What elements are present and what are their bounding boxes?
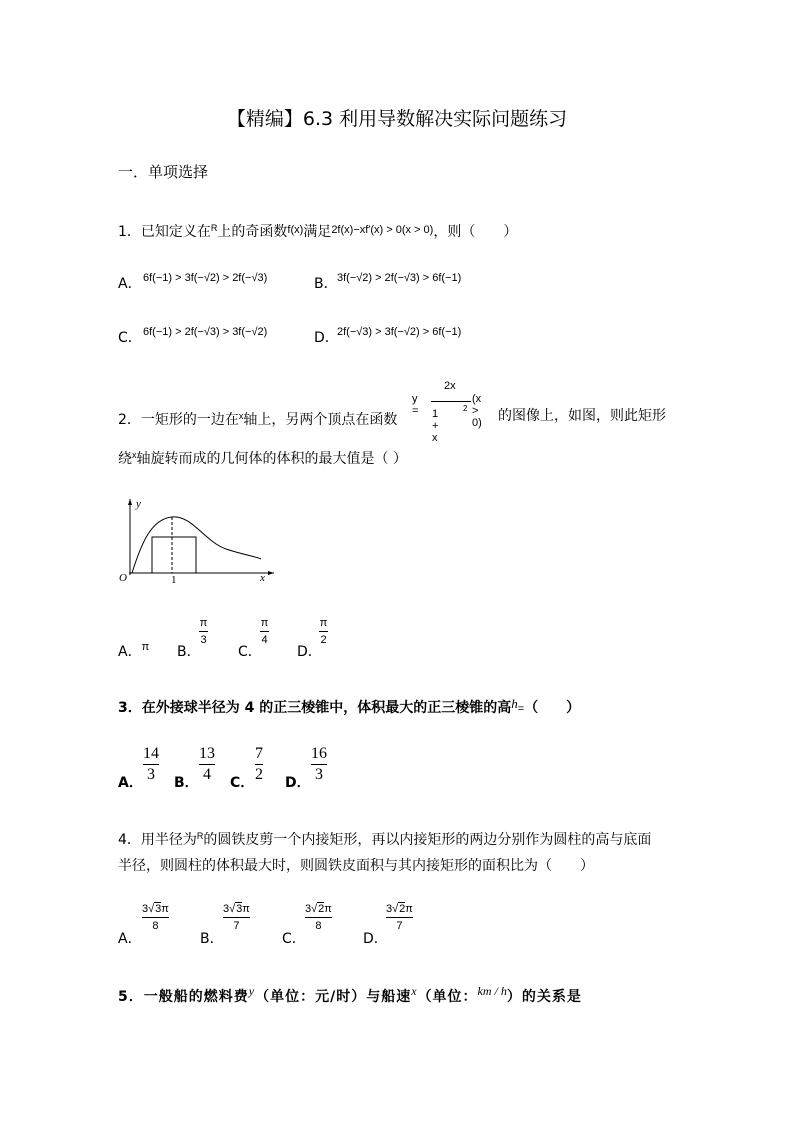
question-3-stem [118, 694, 580, 719]
q3-text: 在外接球半径为 4 的正三棱锥中，体积最大的正三棱锥的高 [141, 700, 512, 716]
q4-option-d-label: D． [363, 931, 388, 947]
q3-d-num: 16 [311, 745, 327, 762]
q2-c-bar [260, 631, 269, 632]
q3-c-den: 2 [255, 766, 263, 783]
q4-option-a-label: A． [118, 931, 142, 947]
q5-x: x [411, 984, 418, 998]
q4-option-c[interactable] [282, 929, 306, 949]
q2-option-c-fraction [260, 616, 269, 647]
q3-a-num: 14 [143, 745, 159, 762]
q2-x: x [238, 411, 244, 421]
q4-a-pi: π [161, 903, 169, 915]
q1-option-b[interactable] [314, 274, 338, 294]
q5-text-1: 一般船的燃料费 [143, 989, 249, 1005]
q3-d-bar [311, 764, 327, 765]
q4-a-radicand: 3 [155, 903, 162, 915]
question-2-stem-line1 [118, 406, 397, 430]
q1-option-b-expr: 3f(−√2) > 2f(−√3) > 6f(−1) [337, 272, 462, 284]
q4-a-den: 8 [152, 920, 159, 932]
q2-line2-a: 绕 [118, 451, 132, 467]
q3-a-bar [143, 764, 159, 765]
q3-option-a-label: A． [118, 775, 143, 791]
q4-option-c-label: C． [282, 931, 306, 947]
q4-b-coef: 3 [223, 903, 230, 915]
q4-a-coef: 3 [142, 903, 149, 915]
q2-text-1: 一矩形的一边在 [140, 412, 239, 428]
q4-b-bar [223, 917, 250, 918]
section-heading: 一．单项选择 [118, 163, 209, 181]
x-axis-arrow-icon [268, 571, 274, 575]
q1-condition: 2f(x)−xf′(x) > 0(x > 0) [331, 224, 434, 236]
question-4-stem-line2: 半径，则圆柱的体积最大时，则圆铁皮面积与其内接矩形的面积比为（ ） [118, 858, 594, 874]
q3-option-a[interactable] [118, 773, 143, 793]
q4-option-a[interactable] [118, 929, 142, 949]
q4-option-b[interactable] [200, 929, 224, 949]
q2-option-d-fraction [319, 616, 328, 647]
q4-b-pi: π [242, 903, 250, 915]
q4-c-bar [305, 917, 332, 918]
q4-c-radicand: 2 [318, 903, 325, 915]
q3-h: h [511, 696, 518, 711]
sqrt-icon: √ [392, 903, 399, 915]
q2-c-den: 4 [261, 634, 268, 646]
q3-option-b[interactable] [174, 773, 199, 793]
question-4-stem-line1 [118, 826, 651, 850]
q2-d-bar [319, 631, 328, 632]
q1-option-d-label: D． [314, 330, 339, 346]
q4-d-bar [386, 917, 413, 918]
q1-option-c-label: C． [118, 330, 142, 346]
q1-fx: f(x) [287, 224, 304, 236]
q2-b-den: 3 [200, 634, 207, 646]
q4-number: 4． [118, 832, 141, 848]
q4-text-1: 用半径为 [140, 832, 197, 848]
q2-option-c-label: C． [238, 644, 262, 660]
q1-number: 1． [118, 224, 141, 240]
q5-unit: km / h [477, 984, 507, 998]
q4-option-d[interactable] [363, 929, 388, 949]
q3-option-a-fraction [143, 745, 159, 784]
q3-d-den: 3 [315, 766, 323, 783]
q1-option-b-label: B． [314, 276, 338, 292]
q3-option-b-fraction [199, 745, 215, 784]
q3-option-d-fraction [311, 745, 327, 784]
q3-b-bar [199, 764, 215, 765]
q2-text-3: 的图像上，如图，则此矩形 [498, 408, 666, 424]
sqrt-icon: √ [148, 903, 155, 915]
q3-option-c[interactable] [230, 773, 254, 793]
q1-text-1: 已知定义在 [140, 224, 211, 240]
q4-b-radicand: 3 [236, 903, 243, 915]
q3-b-den: 4 [203, 766, 211, 783]
y-axis-arrow-icon [128, 499, 132, 505]
q3-option-d-label: D． [285, 775, 311, 791]
q4-c-den: 8 [315, 920, 322, 932]
q5-y: y [248, 984, 256, 998]
q2-option-a-value: π [141, 641, 150, 653]
q3-tail: （ ） [524, 700, 581, 716]
question-1-stem [118, 218, 517, 242]
q3-option-c-fraction [255, 745, 263, 784]
q4-option-b-fraction [223, 902, 250, 933]
q4-a-bar [142, 917, 169, 918]
q2-number: 2． [118, 412, 141, 428]
q4-option-d-fraction [386, 902, 413, 933]
q2-c-num: π [260, 617, 269, 629]
page-title: 【精编】6.3 利用导数解决实际问题练习 [226, 108, 568, 130]
q5-text-4: ）的关系是 [506, 989, 582, 1005]
q2-option-d-label: D． [297, 644, 322, 660]
q2-option-b-fraction [199, 616, 208, 647]
q1-option-d-expr: 2f(−√3) > 3f(−√2) > 6f(−1) [337, 326, 462, 338]
question-5-stem [118, 981, 582, 1007]
graph-y-label: y [136, 498, 141, 510]
q2-y-eq: y = [412, 393, 419, 417]
q4-R: R [196, 831, 204, 841]
q4-text-2: 的圆铁皮剪一个内接矩形，再以内接矩形的两边分别作为圆柱的高与底面 [203, 832, 652, 848]
q1-option-d[interactable] [314, 328, 339, 348]
question-2-stem-line2 [118, 445, 407, 469]
q2-d-den: 2 [320, 634, 327, 646]
q2-option-b-label: B． [177, 644, 201, 660]
q1-text-3: 满足 [303, 224, 332, 240]
q1-option-a-label: A． [118, 276, 142, 292]
q2-option-c[interactable] [238, 642, 262, 662]
q2-text-2: 轴上，另两个顶点在函数 [243, 412, 398, 428]
q4-option-a-fraction [142, 902, 169, 933]
q3-c-num: 7 [255, 745, 263, 762]
q1-text-2: 上的奇函数 [217, 224, 288, 240]
q2-condition: (x > 0) [472, 393, 482, 429]
q1-option-a-expr: 6f(−1) > 3f(−√2) > 2f(−√3) [143, 272, 268, 284]
q3-c-bar [255, 764, 263, 765]
q4-c-pi: π [324, 903, 332, 915]
q5-text-2: （单位：元/时）与船速 [255, 989, 412, 1005]
q4-d-coef: 3 [386, 903, 393, 915]
q2-line2-x: x [132, 450, 137, 460]
q2-option-b[interactable] [177, 642, 201, 662]
q2-line2-b: 轴旋转而成的几何体的体积的最大值是（ ） [136, 451, 407, 467]
q2-option-a-label: A． [118, 644, 142, 660]
q1-R: R [210, 223, 218, 233]
q3-option-d[interactable] [285, 773, 311, 793]
q2-denominator: 1 + x [432, 408, 439, 444]
q3-number: 3． [118, 700, 142, 716]
q3-option-b-label: B． [174, 775, 199, 791]
graph-one-label: 1 [171, 574, 177, 585]
q4-b-den: 7 [233, 920, 240, 932]
q3-eq: = [517, 703, 525, 715]
q4-d-pi: π [405, 903, 413, 915]
q1-option-c-expr: 6f(−1) > 2f(−√3) > 3f(−√2) [143, 326, 268, 338]
inscribed-rectangle [152, 537, 196, 573]
graph-x-label: x [260, 572, 265, 584]
q4-option-c-fraction [305, 902, 332, 933]
q2-graph [118, 493, 278, 585]
sqrt-icon: √ [311, 903, 318, 915]
q3-a-den: 3 [147, 766, 155, 783]
sqrt-icon: √ [229, 903, 236, 915]
q2-b-num: π [199, 617, 208, 629]
q4-d-radicand: 2 [399, 903, 406, 915]
q4-option-b-label: B． [200, 931, 224, 947]
q3-b-num: 13 [199, 745, 215, 762]
q1-option-c[interactable] [118, 328, 142, 348]
q2-denominator-exp: 2 [463, 404, 468, 413]
graph-origin-label: O [119, 572, 127, 584]
q2-option-a[interactable] [118, 642, 149, 662]
q2-d-num: π [319, 617, 328, 629]
q2-b-bar [199, 631, 208, 632]
q2-numerator: 2x [444, 380, 456, 392]
q3-option-c-label: C． [230, 775, 255, 791]
q4-d-den: 7 [396, 920, 403, 932]
q5-number: 5． [118, 989, 144, 1005]
q2-fraction-bar [431, 401, 471, 402]
q1-text-4: ，则（ ） [433, 224, 518, 240]
q4-c-coef: 3 [305, 903, 312, 915]
q1-option-a[interactable] [118, 274, 142, 294]
q5-text-3: （单位： [417, 989, 478, 1005]
